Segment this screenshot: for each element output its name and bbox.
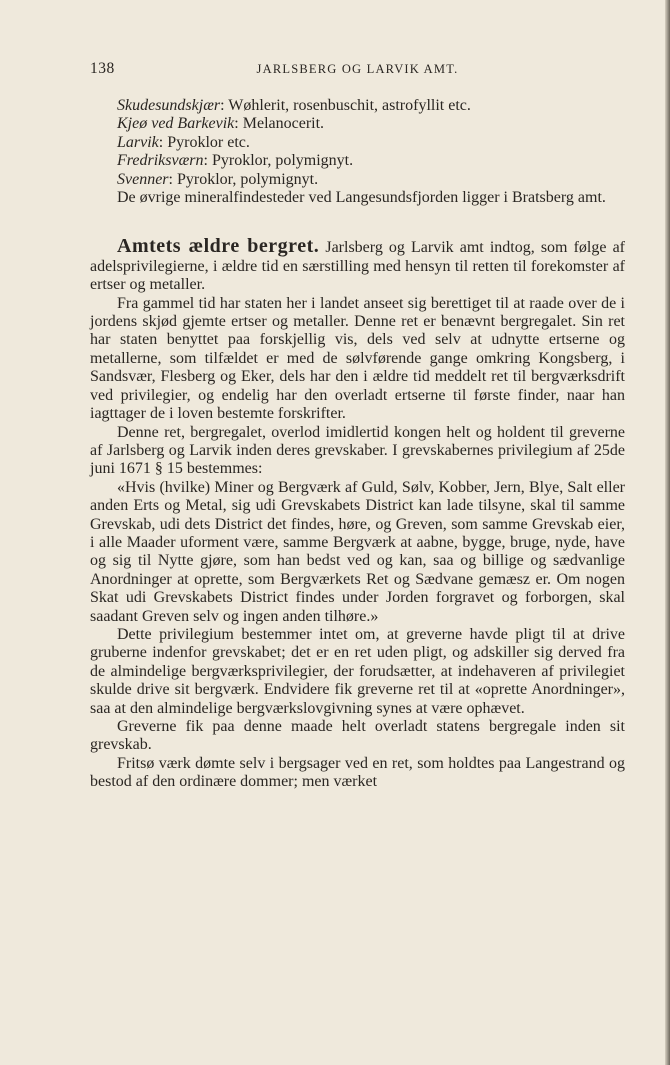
section-title: Amtets ældre bergret. [117,235,320,258]
paragraph: Greverne fik paa denne maade helt overladt statens bergregale inden sit grevskab. [90,718,625,754]
section-aeldre-bergret [90,237,625,791]
paragraph: Fritsø værk dømte selv i bergsager ved en ret, som holdtes paa Langestrand og bestod af den ordinære dommer; men værket [90,754,625,791]
paragraph-text: Jarlsberg og Larvik amt indtog, som følge af adelsprivilegierne, i ældre tid en særstilling med hensyn til retten til forekomster af ertser og metaller. [90,239,626,294]
list-item: Fredriksværn: Pyroklor, polymignyt. [117,152,354,170]
list-item: Kjeø ved Barkevik: Melanocerit. [117,115,325,133]
list-item: Larvik: Pyroklor etc. [117,133,250,151]
list-item: Skudesundskjær: Wøhlerit, rosenbuschit, astrofyllit etc. [117,97,471,114]
locality-name: Svenner [117,170,169,188]
paragraph: Dette privilegium bestemmer intet om, at greverne havde pligt til at drive gruberne indenfor grevskabet; det er en ret uden pligt, og adskiller sig derved fra de almindelige bergværksprivilegier, der forudsætter, at indehaveren af privilegiet skulde drive sit bergværk. Endvidere fik greverne ret til at «oprette Anordninger», saa at den almindelige bergværkslovgivning synes at være ophævet. [90,625,625,717]
paragraph: Denne ret, bergregalet, overlod imidlertid kongen helt og holdent til greverne af Jarlsberg og Larvik inden deres grevskaber. I grevskabernes privilegium af 25de juni 1671 § 15 bestemmes: [90,423,625,478]
page-header [90,60,625,84]
page-edge-shadow [665,0,670,1065]
mineral-locality-list [90,97,625,189]
page-number: 138 [90,60,115,77]
locality-minerals: Pyroklor etc. [167,133,250,151]
list-item: Svenner: Pyroklor, polymignyt. [117,170,319,188]
running-title: JARLSBERG OG LARVIK AMT. [256,62,459,76]
privilege-quotation: «Hvis (hvilke) Miner og Bergværk af Guld, Sølv, Kobber, Jern, Blye, Salt eller anden Erts og Metal, sig udi Grevskabets District kan lade tilsyne, skal til samme Grevskab, udi dets District det findes, høre, og Greven, som samme Grevskab eier, i alle Maader uforment være, samme Bergværk at aabne, bygge, bruge, nyde, have og sig til Nytte gjøre, som han bedst ved og kan, saa og billige og sædvanlige Anordninger at oprette, som Bergværkets Ret og Sædvane gemæsz er. Om nogen Skat udi Grevskabets District findes under Jorden forgravet og forborgen, skal saadant Greven selv og ingen anden tilhøre.» [90,478,625,625]
locality-minerals: Melanocerit. [242,115,325,133]
page-content [90,97,625,792]
section-first-paragraph [90,237,625,294]
locality-name: Skudesundskjær [117,97,221,114]
locality-name: Larvik [117,133,159,151]
locality-name: Fredriksværn [117,152,204,170]
intro-closing-paragraph: De øvrige mineralfindesteder ved Langesundsfjorden ligger i Bratsberg amt. [117,189,606,207]
paragraph: Fra gammel tid har staten her i landet anseet sig berettiget til at raade over de i jordens skjød gjemte ertser og metaller. Denne ret er benævnt bergregalet. Sin ret har staten benyttet paa forskjellig vis, dels ved selv at udnytte ertserne og metallerne, som tilfældet er med de sølvførende gange omkring Kongsberg, i Sandsvær, Flesberg og Eker, dels har den i ældre tid meddelt ret til bergværksdrift ved privilegier, og endelig har den overladt ertserne til første finder, naar han iagttager de i loven bestemte forskrifter. [90,294,625,423]
locality-minerals: Pyroklor, polymignyt. [211,152,354,170]
locality-name: Kjeø ved Barkevik [117,115,235,133]
locality-minerals: Wøhlerit, rosenbuschit, astrofyllit etc. [228,97,471,114]
locality-minerals: Pyroklor, polymignyt. [176,170,319,188]
